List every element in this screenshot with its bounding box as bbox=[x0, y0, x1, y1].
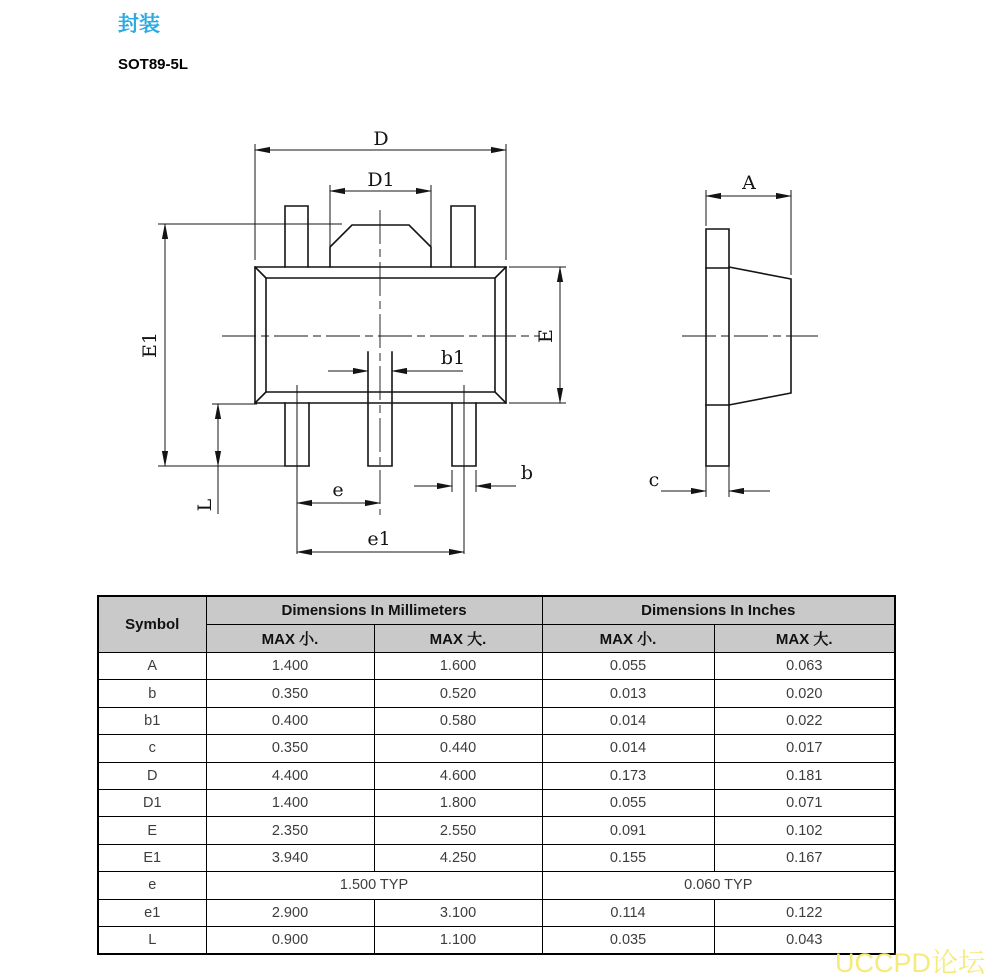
package-name: SOT89-5L bbox=[118, 56, 189, 73]
mm-min-cell: 0.350 bbox=[206, 680, 374, 707]
table-row-e bbox=[98, 872, 895, 899]
dimensions-table bbox=[97, 595, 896, 955]
mm-min-cell: 3.940 bbox=[206, 844, 374, 871]
in-min-cell: 0.173 bbox=[542, 762, 714, 789]
table-row-L bbox=[98, 926, 895, 954]
table-header-row-groups bbox=[98, 596, 895, 625]
symbol-cell: e bbox=[98, 872, 206, 899]
in-min-cell: 0.013 bbox=[542, 680, 714, 707]
in-max-cell: 0.122 bbox=[714, 899, 895, 926]
dim-label-b: b bbox=[520, 462, 534, 484]
in-min-cell: 0.055 bbox=[542, 789, 714, 816]
dimension-E1 bbox=[158, 224, 342, 466]
mm-min-cell: 4.400 bbox=[206, 762, 374, 789]
mm-max-cell: 3.100 bbox=[374, 899, 542, 926]
in-max-cell: 0.017 bbox=[714, 735, 895, 762]
page-title: 封装 bbox=[118, 13, 160, 36]
table-header-row-minmax bbox=[98, 625, 895, 653]
in-min-cell: 0.091 bbox=[542, 817, 714, 844]
symbol-cell: A bbox=[98, 653, 206, 680]
symbol-cell: D bbox=[98, 762, 206, 789]
mm-max-cell: 1.600 bbox=[374, 653, 542, 680]
in-min-cell: 0.114 bbox=[542, 899, 714, 926]
dim-label-b1: b1 bbox=[440, 347, 466, 369]
table-row-c bbox=[98, 735, 895, 762]
symbol-cell: e1 bbox=[98, 899, 206, 926]
mm-max-cell: 0.440 bbox=[374, 735, 542, 762]
side-lead-bar bbox=[706, 229, 729, 466]
in-min-cell: 0.035 bbox=[542, 926, 714, 954]
symbol-cell: b bbox=[98, 680, 206, 707]
body-corner-chamfers bbox=[255, 267, 506, 403]
in-min-cell: 0.155 bbox=[542, 844, 714, 871]
table-row-E1 bbox=[98, 844, 895, 871]
symbol-cell: E1 bbox=[98, 844, 206, 871]
header-mm-max: MAX 大. bbox=[374, 625, 542, 653]
dim-label-e: e bbox=[332, 479, 344, 501]
symbol-cell: c bbox=[98, 735, 206, 762]
dim-label-E: E bbox=[535, 329, 557, 343]
dimension-D bbox=[255, 144, 506, 260]
dim-label-D: D bbox=[373, 128, 389, 150]
mm-max-cell: 0.520 bbox=[374, 680, 542, 707]
table-row-A bbox=[98, 653, 895, 680]
table-row-D bbox=[98, 762, 895, 789]
symbol-cell: L bbox=[98, 926, 206, 954]
table-row-e1 bbox=[98, 899, 895, 926]
dimension-labels bbox=[139, 128, 756, 550]
mm-min-cell: 1.400 bbox=[206, 653, 374, 680]
mm-typ-cell: 1.500 TYP bbox=[206, 872, 542, 899]
mm-max-cell: 1.800 bbox=[374, 789, 542, 816]
in-max-cell: 0.102 bbox=[714, 817, 895, 844]
mm-max-cell: 4.250 bbox=[374, 844, 542, 871]
in-max-cell: 0.167 bbox=[714, 844, 895, 871]
header-inch-min: MAX 小. bbox=[542, 625, 714, 653]
heatsink-tab-outline bbox=[330, 225, 431, 267]
dimension-L bbox=[212, 404, 257, 514]
header-symbol: Symbol bbox=[98, 596, 206, 653]
dim-label-D1: D1 bbox=[367, 169, 395, 191]
side-lead-bar-divisions bbox=[706, 268, 729, 405]
dim-label-e1: e1 bbox=[367, 528, 391, 550]
in-min-cell: 0.014 bbox=[542, 735, 714, 762]
in-max-cell: 0.043 bbox=[714, 926, 895, 954]
table-row-D1 bbox=[98, 789, 895, 816]
top-right-lead bbox=[451, 206, 475, 267]
mm-max-cell: 0.580 bbox=[374, 707, 542, 734]
in-max-cell: 0.020 bbox=[714, 680, 895, 707]
watermark: UCCPD论坛 bbox=[834, 948, 985, 978]
in-max-cell: 0.071 bbox=[714, 789, 895, 816]
in-max-cell: 0.022 bbox=[714, 707, 895, 734]
dim-label-c: c bbox=[648, 469, 660, 491]
dimension-D1 bbox=[330, 185, 431, 263]
side-view bbox=[706, 229, 791, 466]
mm-min-cell: 0.900 bbox=[206, 926, 374, 954]
header-mm-group: Dimensions In Millimeters bbox=[206, 596, 542, 625]
in-max-cell: 0.063 bbox=[714, 653, 895, 680]
mm-min-cell: 1.400 bbox=[206, 789, 374, 816]
mm-min-cell: 2.900 bbox=[206, 899, 374, 926]
mm-max-cell: 1.100 bbox=[374, 926, 542, 954]
mm-max-cell: 2.550 bbox=[374, 817, 542, 844]
table-row-b1 bbox=[98, 707, 895, 734]
header-inch-group: Dimensions In Inches bbox=[542, 596, 895, 625]
symbol-cell: E bbox=[98, 817, 206, 844]
top-left-lead bbox=[285, 206, 308, 267]
dim-label-A: A bbox=[742, 172, 756, 194]
in-min-cell: 0.014 bbox=[542, 707, 714, 734]
header-mm-min: MAX 小. bbox=[206, 625, 374, 653]
dimension-c bbox=[661, 466, 770, 497]
mm-min-cell: 0.400 bbox=[206, 707, 374, 734]
symbol-cell: b1 bbox=[98, 707, 206, 734]
in-min-cell: 0.055 bbox=[542, 653, 714, 680]
mm-min-cell: 2.350 bbox=[206, 817, 374, 844]
dim-label-E1: E1 bbox=[139, 332, 161, 358]
dimension-A bbox=[706, 190, 791, 275]
dim-label-L: L bbox=[194, 498, 216, 512]
header-inch-max: MAX 大. bbox=[714, 625, 895, 653]
body-outer-outline bbox=[255, 267, 506, 403]
in-typ-cell: 0.060 TYP bbox=[542, 872, 895, 899]
table-row-b bbox=[98, 680, 895, 707]
symbol-cell: D1 bbox=[98, 789, 206, 816]
mm-min-cell: 0.350 bbox=[206, 735, 374, 762]
body-inner-outline bbox=[266, 278, 495, 392]
mm-max-cell: 4.600 bbox=[374, 762, 542, 789]
in-max-cell: 0.181 bbox=[714, 762, 895, 789]
dimension-b bbox=[414, 470, 516, 492]
table-row-E bbox=[98, 817, 895, 844]
